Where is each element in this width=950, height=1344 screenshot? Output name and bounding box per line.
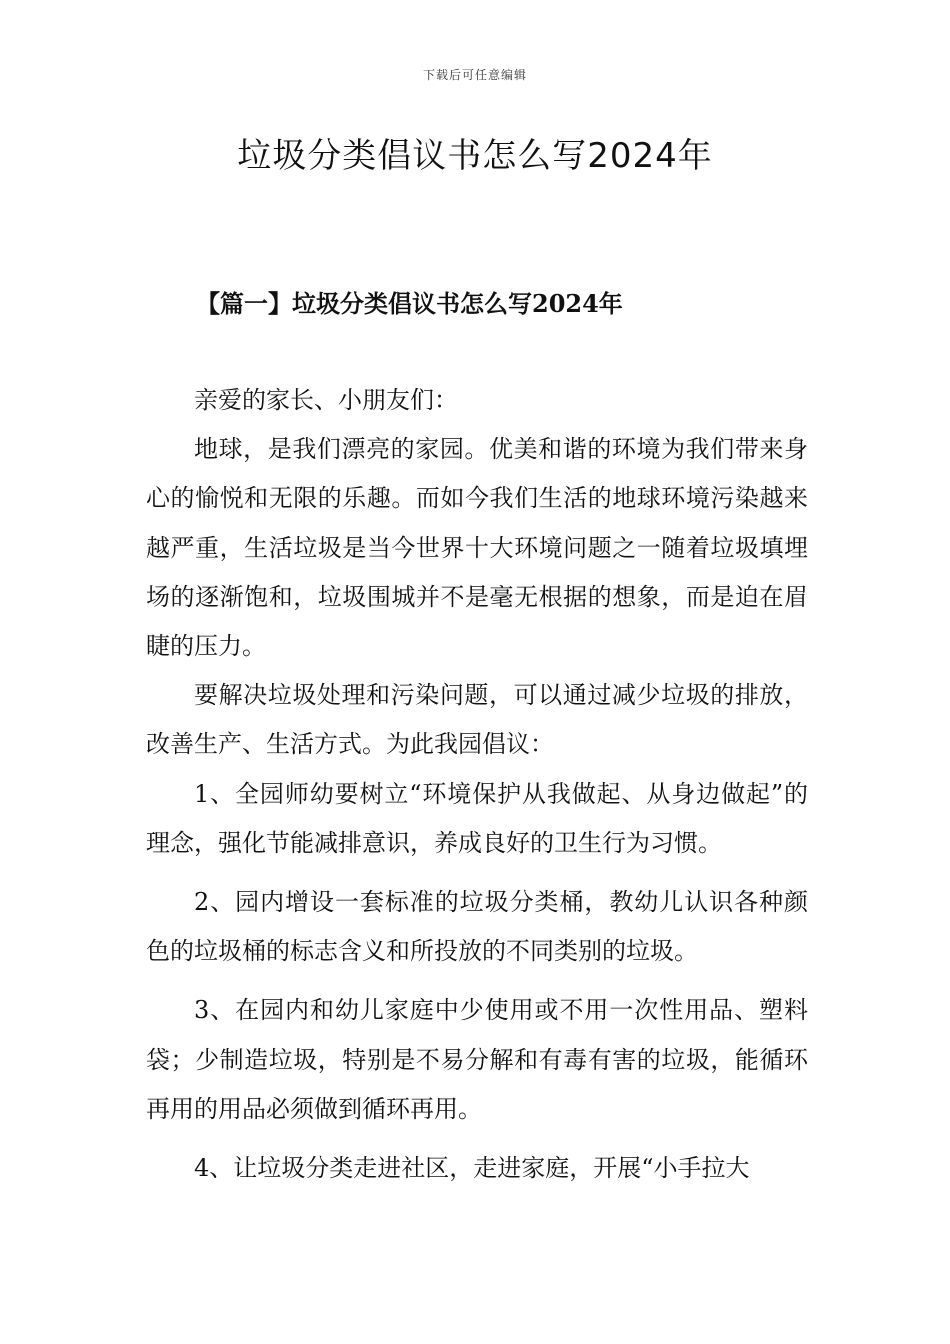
paragraph-proposal: 要解决垃圾处理和污染问题，可以通过减少垃圾的排放，改善生产、生活方式。为此我园倡议： (146, 681, 808, 759)
paragraph-intro: 地球，是我们漂亮的家园。优美和谐的环境为我们带来身心的愉悦和无限的乐趣。而如今我们生活的地球环境污染越来越严重，生活垃圾是当今世界十大环境问题之一随着垃圾填埋场的逐渐饱和，垃圾围城并不是毫无根据的想象，而是迫在眉睫的压力。 (146, 435, 808, 661)
paragraph-item-2: 2、园内增设一套标准的垃圾分类桶，教幼儿认识各种颜色的垃圾桶的标志含义和所投放的不同类别的垃圾。 (146, 888, 808, 966)
paragraph-item-4: 4、让垃圾分类走进社区，走进家庭，开展“小手拉大 (194, 1154, 750, 1183)
paragraph-item-1: 1、全园师幼要树立“环境保护从我做起、从身边做起”的理念，强化节能减排意识，养成良好的卫生行为习惯。 (146, 779, 808, 857)
paragraph-item-3: 3、在园内和幼儿家庭中少使用或不用一次性用品、塑料袋；少制造垃圾，特别是不易分解和有毒有害的垃圾，能循环再用的用品必须做到循环再用。 (146, 996, 808, 1123)
section-title: 【篇一】垃圾分类倡议书怎么写2024年 (196, 289, 623, 318)
header-note: 下载后可任意编辑 (422, 68, 527, 82)
document-body (146, 376, 808, 1193)
paragraph-greeting: 亲爱的家长、小朋友们： (194, 386, 458, 414)
document-title: 垃圾分类倡议书怎么写2024年 (237, 136, 713, 176)
